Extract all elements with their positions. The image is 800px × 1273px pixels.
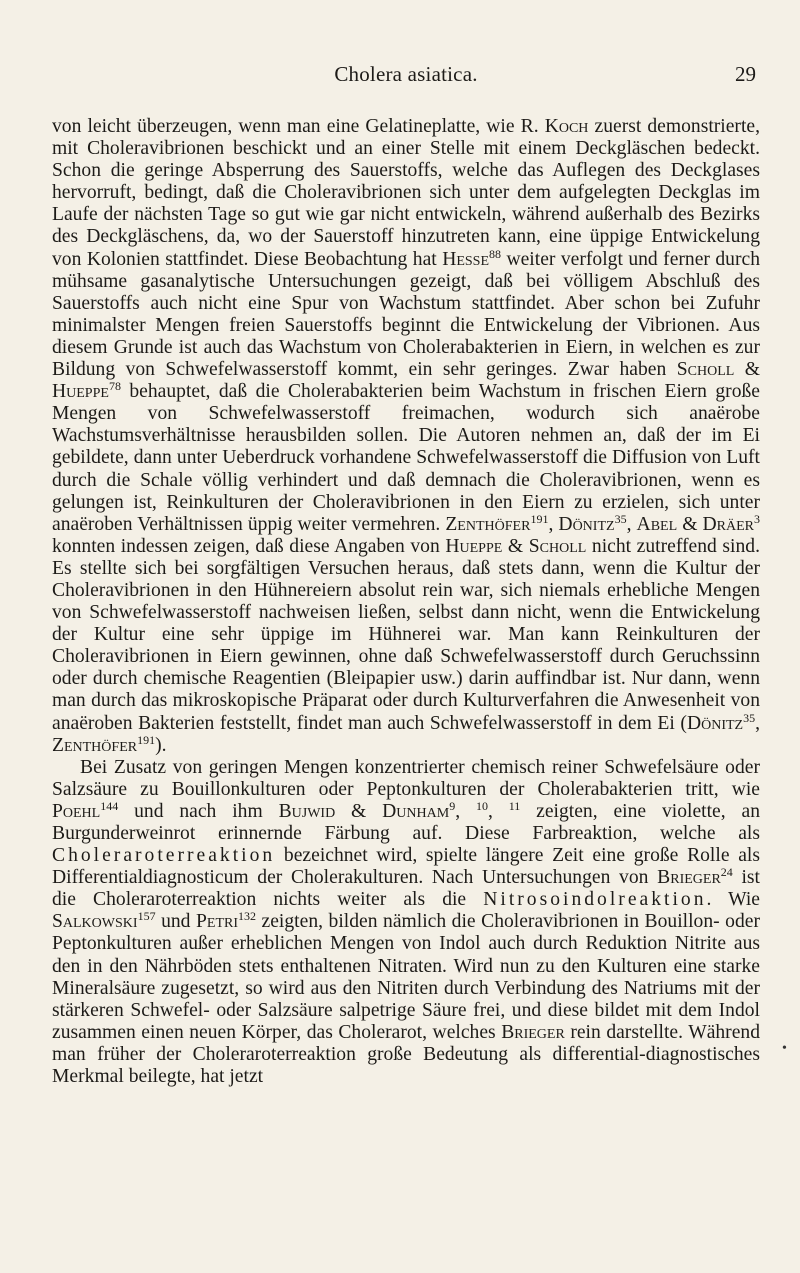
text-run: nicht zutreffend sind. Es stellte sich bei sorgfältigen Versuchen heraus, daß stets dann, wenn die Kultur der Choleravibrionen in den Hühnereiern absolut rein war, sich niemals erhebliche Mengen von Schwefelwasserstoff nachweisen ließen, selbst dann nicht, wenn die Entwickelung der Kultur eine sehr üppige im Hühnerei war. Man kann Reinkulturen der Choleravibrionen in Eiern gewinnen, ohne daß Schwefelwasserstoff durch Geruchssinn oder durch chemische Reagentien (Bleipapier usw.) darin auffindbar ist. Nur dann, wenn man durch das mikroskopische Präparat oder durch Kulturverfahren die Anwesenheit von anaëroben Bakterien feststellt, findet man auch Schwefelwasserstoff in dem Ei ( <box>52 535 760 734</box>
reference-number: 191 <box>137 732 156 747</box>
author-name: Brieger <box>501 1021 565 1043</box>
reference-number: 35 <box>743 710 756 725</box>
reference-number: 11 <box>508 798 521 813</box>
paragraph-1 <box>52 116 760 757</box>
reference-number: 3 <box>754 511 761 526</box>
paragraph-2 <box>52 757 760 1088</box>
author-name: Salkowski <box>52 911 138 933</box>
text-run: , <box>487 800 509 822</box>
text-run: , <box>626 513 637 535</box>
text-run: und nach ihm <box>118 800 279 822</box>
text-run: Bei Zusatz von geringen Mengen konzentrierter chemisch reiner Schwefelsäure oder Salzsäure zu Bouillonkulturen oder Peptonkulturen der Cholerabakterien tritt, wie <box>52 756 760 800</box>
reference-number: 9 <box>449 798 456 813</box>
author-name: Poehl <box>52 800 101 822</box>
text-run: , <box>548 513 559 535</box>
reference-number: 132 <box>238 909 257 924</box>
reference-number: 78 <box>108 379 121 394</box>
reference-number: 144 <box>100 798 119 813</box>
author-name: Koch <box>544 116 589 137</box>
text-run: zeigten, bilden nämlich die Choleravibrionen in Bouillon- oder Peptonkulturen außer erheblichen Mengen von Indol auch durch Reduktion Nitrite aus den in den Nährböden stets enthaltenen Nitraten. Wird nun zu den Kulturen eine starke Mineralsäure zugesetzt, so wird aus den Nitriten durch Verbindung des Natriums mit der stärkeren Schwefel- oder Salzsäure salpetrige Säure frei, und diese bildet mit dem Indol zusammen einen neuen Körper, das Cholerarot, welches <box>52 911 760 1043</box>
text-run: ist die Choleraroterreaktion nichts weiter als die <box>52 867 760 911</box>
author-name: Zenthöfer <box>445 513 531 535</box>
body-text <box>52 116 760 1088</box>
author-name: Abel & Dräer <box>636 513 755 535</box>
margin-mark: • <box>782 1041 787 1056</box>
author-name: Hesse <box>442 248 490 270</box>
text-run: von leicht überzeugen, wenn man eine Gelatineplatte, wie R. <box>52 116 545 137</box>
text-run: und <box>155 911 196 933</box>
reference-number: 88 <box>489 246 502 261</box>
text-run: zuerst demonstrierte, mit Choleravibrionen beschickt und an einer Stelle mit einem Deckgläschen bedeckt. Schon die geringe Absperrung des Sauerstoffs, welche das Auflegen des Deckglases hervorruft, bedingt, daß die Choleravibrionen sich unter dem aufgelegten Deckglas im Laufe der nächsten Tage so gut wie gar nicht entwickeln, während außerhalb des Bezirks des Deckgläschens, da, wo der Sauerstoff hinzutreten kann, eine üppige Entwickelung von Kolonien stattfindet. Diese Beobachtung hat <box>52 116 760 270</box>
author-name: Hueppe & Scholl <box>445 535 587 557</box>
reference-number: 191 <box>530 511 549 526</box>
running-title: Cholera asiatica. <box>334 62 478 86</box>
reference-number: 10 <box>475 798 488 813</box>
text-run: behauptet, daß die Cholerabakterien beim Wachstum in frischen Eiern große Mengen von Schwefelwasserstoff freimachen, wodurch sich anaërobe Wachstumsverhältnisse herausbilden sollen. Die Autoren nehmen an, daß der im Ei gebildete, dann unter Ueberdruck vorhandene Schwefelwasserstoff die Diffusion von Luft durch die Schale völlig verhindert und daß demnach die Choleravibrionen, wenn es gelungen ist, Reinkulturen der Choleravibrionen in den Eiern zu erzielen, sich unter anaëroben Verhältnissen üppig weiter vermehren. <box>52 381 760 535</box>
text-run: , <box>755 712 760 734</box>
text-run: , <box>455 800 476 822</box>
reference-number: 157 <box>137 909 156 924</box>
text-run: . Wie <box>706 889 760 911</box>
text-run: zeigten, eine violette, an Burgunderweinrot erinnernde Färbung auf. Diese Farbreaktion, welche als <box>52 800 760 844</box>
author-name: Scholl & Hueppe <box>52 359 760 403</box>
author-name: Bujwid & Dunham <box>278 800 450 822</box>
spaced-term: Choleraroterreaktion <box>52 845 276 867</box>
author-name: Brieger <box>657 867 721 889</box>
author-name: Dönitz <box>686 712 744 734</box>
text-run: ). <box>155 734 167 756</box>
author-name: Zenthöfer <box>52 734 138 756</box>
author-name: Petri <box>196 911 239 933</box>
author-name: Dönitz <box>558 513 615 535</box>
running-head <box>56 62 756 88</box>
page-number: 29 <box>735 62 756 86</box>
reference-number: 24 <box>720 865 733 880</box>
spaced-term: Nitrosoindolreaktion <box>483 889 707 911</box>
text-run: rein darstellte. Während man früher der Choleraroterreaktion große Bedeutung als differential-diagnostisches Merkmal beilegte, hat jetzt <box>52 1021 760 1088</box>
reference-number: 35 <box>614 511 627 526</box>
text-run: bezeichnet wird, spielte längere Zeit eine große Rolle als Differentialdiagnosticum der Cholerakulturen. Nach Untersuchungen von <box>52 845 760 889</box>
text-run: weiter verfolgt und ferner durch mühsame gasanalytische Untersuchungen gezeigt, daß bei völligem Abschluß des Sauerstoffs auch nicht eine Spur von Wachstum stattfindet. Aber schon bei Zufuhr minimalster Mengen freien Sauerstoffs beginnt die Entwickelung der Vibrionen. Aus diesem Grunde ist auch das Wachstum von Cholerabakterien in Eiern, in welchen es zur Bildung von Schwefelwasserstoff kommt, ein sehr geringes. Zwar haben <box>52 248 760 381</box>
text-run: konnten indessen zeigen, daß diese Angaben von <box>52 535 446 557</box>
